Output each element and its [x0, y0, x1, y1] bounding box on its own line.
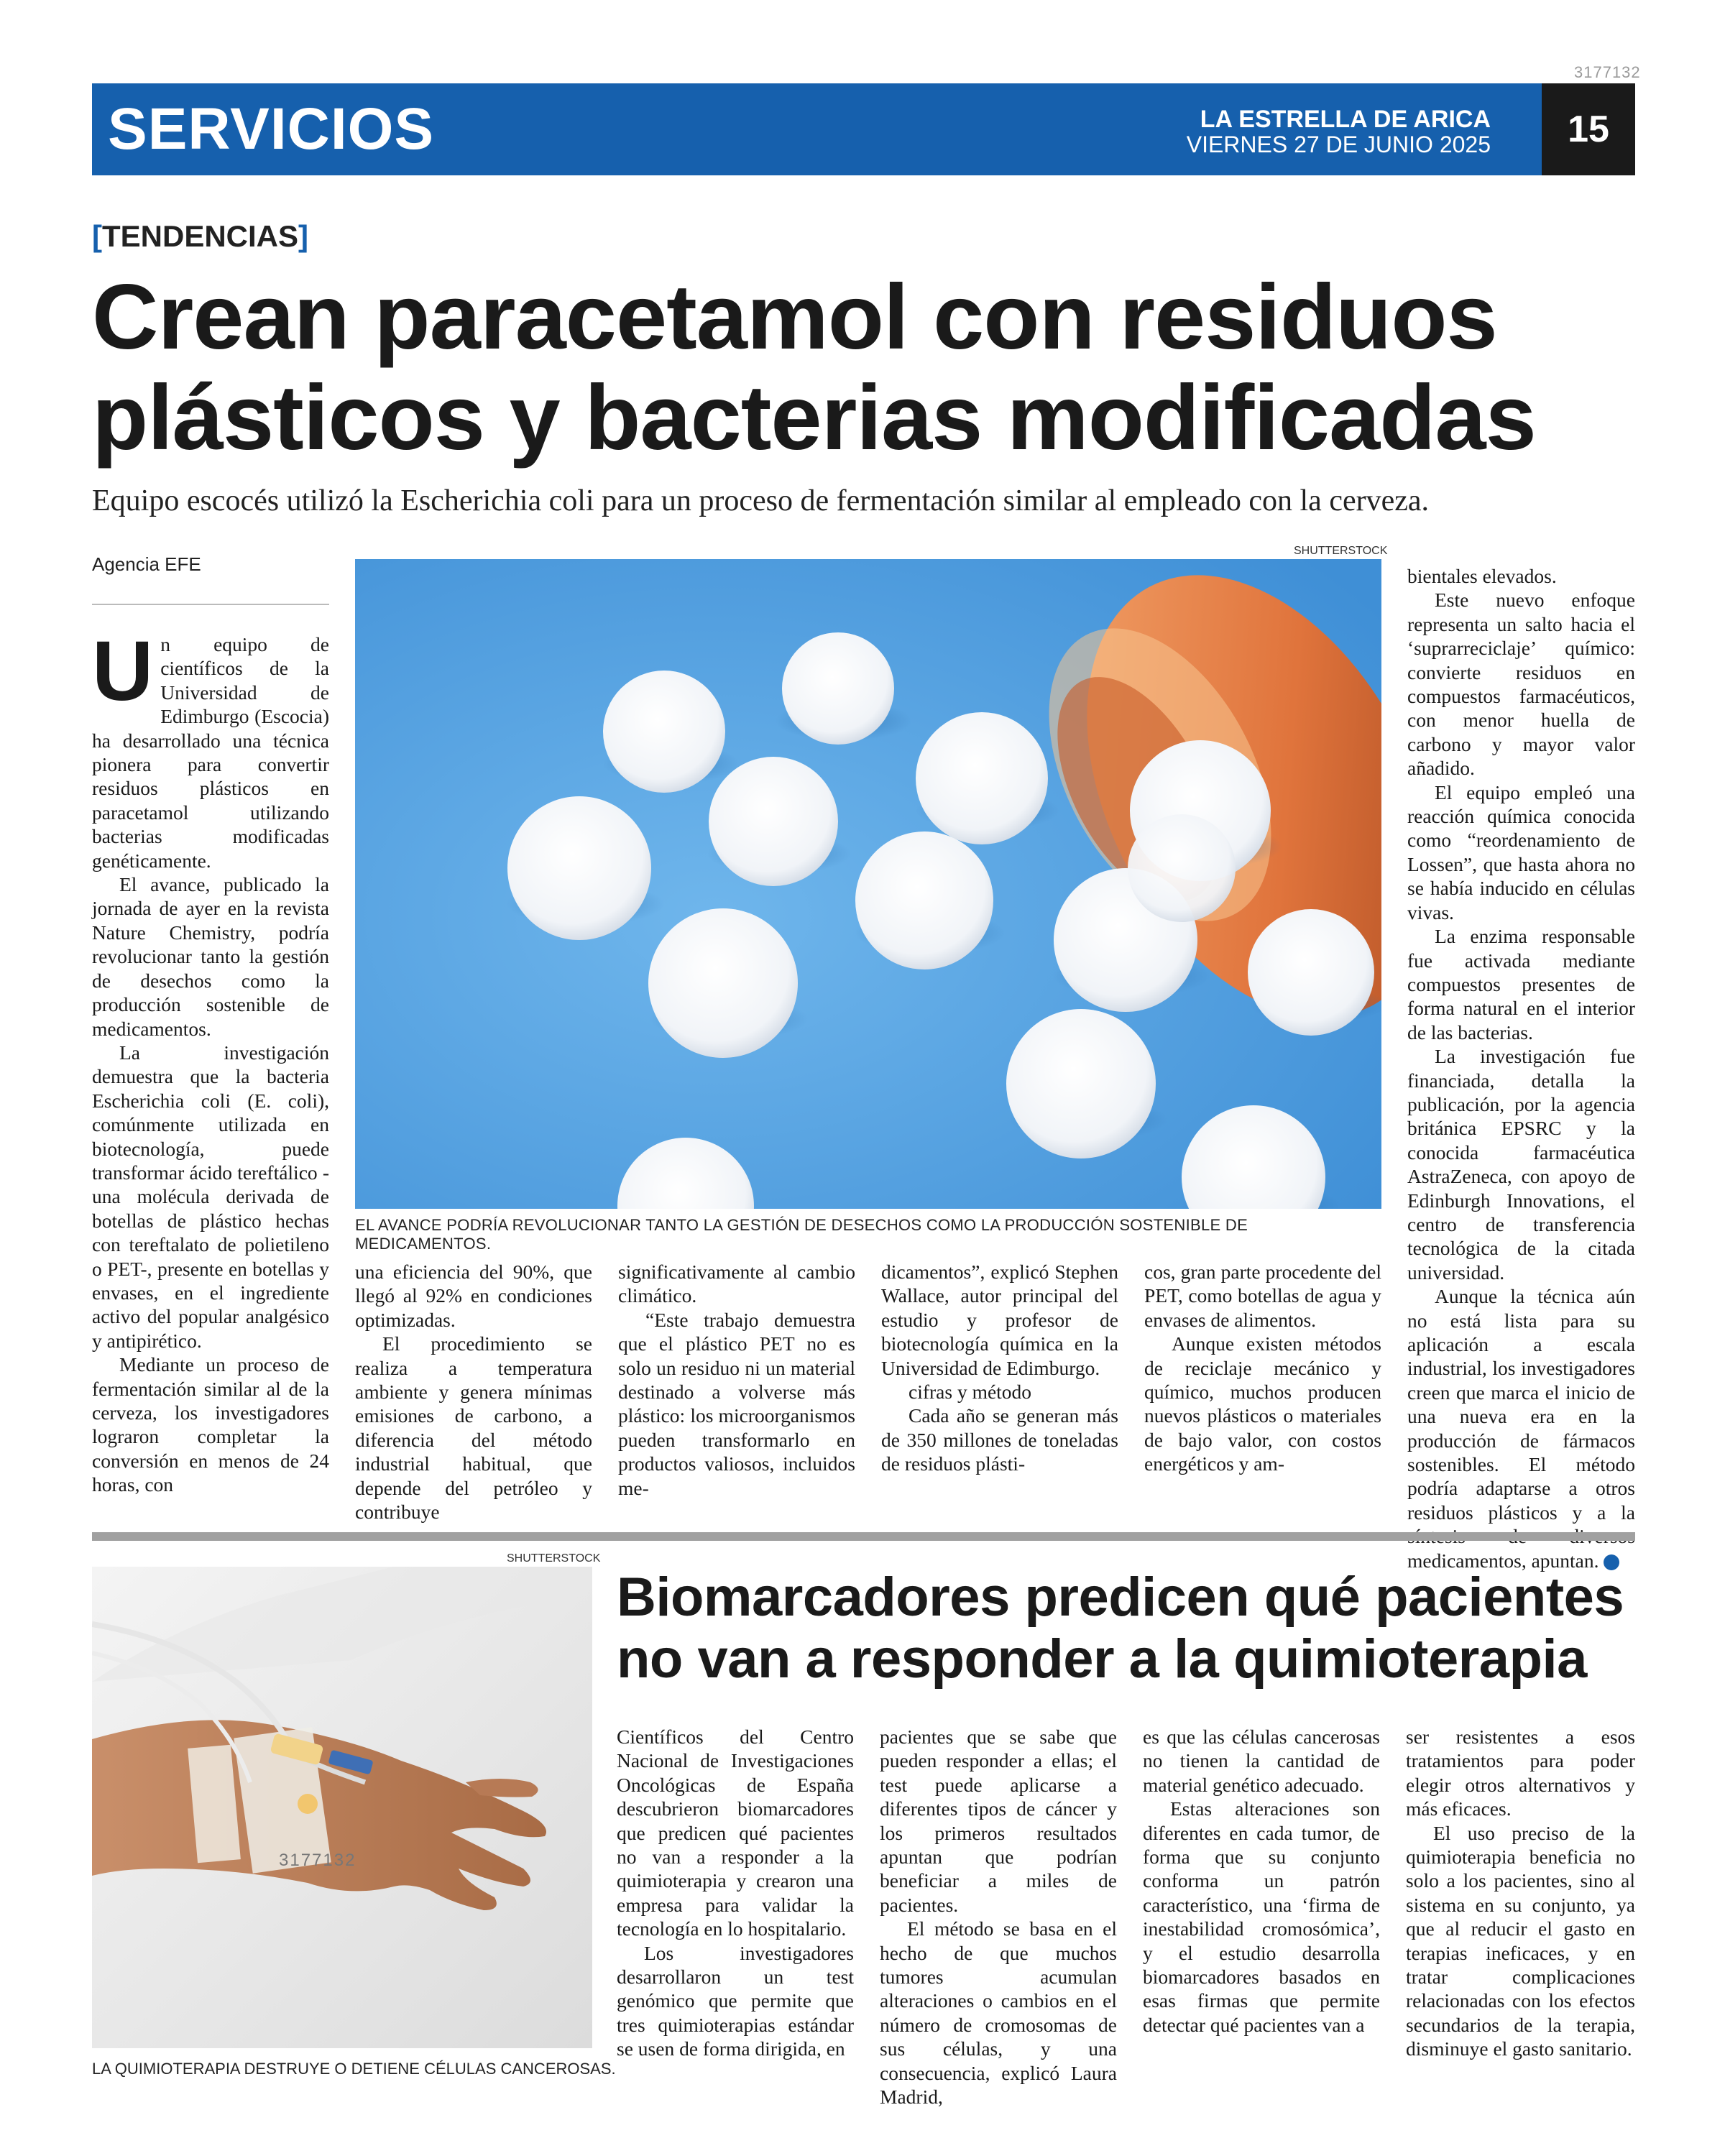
- end-mark-icon: ✪: [1604, 1554, 1619, 1570]
- subheadline: Equipo escocés utilizó la Escherichia coli para un proceso de fermentación similar al empleado con la cerveza.: [92, 484, 1430, 517]
- article2-column-1: [617, 1725, 854, 2061]
- paragraph: Científicos del Centro Nacional de Investigaciones Oncológicas de España descubrieron biomarcadores que predicen qué pacientes no van a responder a la quimioterapia y crearon una empresa para validar la tecnología en lo hospitalario.: [617, 1726, 854, 1940]
- paragraph: La investigación fue financiada, detalla la publicación, por la agencia británica EPSRC y la conocida farmacéutica AstraZeneca, con apoyo de Edinburgh Innovations, el centro de transferencia tecnológica de la citada universidad.: [1407, 1045, 1635, 1284]
- paragraph: El avance, publicado la jornada de ayer en la revista Nature Chemistry, podría revolucionar tanto la gestión de desechos como la producción sostenible de medicamentos.: [92, 873, 329, 1040]
- photo-caption: EL AVANCE PODRÍA REVOLUCIONAR TANTO LA GESTIÓN DE DESECHOS COMO LA PRODUCCIÓN SOSTENIBLE DE MEDICAMENTOS.: [355, 1216, 1248, 1253]
- photo-credit: SHUTTERSTOCK: [1294, 545, 1388, 557]
- paragraph: Cada año se generan más de 350 millones de toneladas de residuos plásti-: [881, 1404, 1118, 1475]
- photo-watermark: 3177132: [279, 1851, 356, 1870]
- headline: Crean paracetamol con residuos plásticos y bacterias modificadas: [92, 266, 1536, 469]
- iv-hand-illustration: [92, 1567, 592, 2048]
- page-number: 15: [1568, 109, 1609, 150]
- kicker-text: TENDENCIAS: [102, 219, 299, 253]
- paragraph: dicamentos”, explicó Stephen Wallace, autor principal del estudio y profesor de biotecnología química en la Universidad de Edimburgo.: [881, 1261, 1118, 1379]
- clip-id: 3177132: [1574, 63, 1641, 81]
- paragraph: El procedimiento se realiza a temperatura ambiente y genera mínimas emisiones de carbono, a diferencia del método industrial habitual, que depende del petróleo y contribuye: [355, 1332, 592, 1524]
- article1-column-6: [1407, 564, 1641, 1572]
- drop-cap: U: [92, 624, 154, 719]
- paragraph: n equipo de científicos de la Universidad de Edimburgo (Escocia) ha desarrollado una técnica pionera para convertir residuos plásticos en paracetamol utilizando bacterias modificadas genéticamente.: [92, 633, 329, 872]
- article1-column-2: [355, 1260, 592, 1524]
- paragraph: El equipo empleó una reacción química conocida como “reordenamiento de Lossen”, que hasta ahora no se había inducido en células vivas.: [1407, 780, 1635, 923]
- paragraph: pacientes que se sabe que pueden responder a ellas; el test puede aplicarse a diferentes tipos de cáncer y los primeros resultados apuntan que podrían beneficiar a miles de pacientes.: [880, 1726, 1117, 1916]
- paragraph: Los investigadores desarrollaron un test genómico que permite que tres quimioterapias estándar se usen de forma dirigida, en: [617, 1941, 854, 2060]
- article-separator: [92, 1532, 1635, 1541]
- paragraph: “Este trabajo demuestra que el plástico PET no es solo un residuo ni un material destinado a volverse más plástico: los microorganismos pueden transformarlo en productos valiosos, incluidos me-: [618, 1308, 855, 1499]
- iv-hand-photo: [92, 1567, 592, 2048]
- article1-column-4: [881, 1260, 1118, 1476]
- paragraph: El uso preciso de la quimioterapia beneficia no solo a los pacientes, sino al sistema en su conjunto, ya que al reducir el gasto en terapias ineficaces, y en tratar complicaciones relacionadas con los efectos secundarios de la terapia, disminuye el gasto sanitario.: [1406, 1821, 1635, 2060]
- article1-column-1: [92, 624, 329, 1497]
- byline: Agencia EFE: [92, 553, 201, 575]
- paragraph: El método se basa en el hecho de que muchos tumores acumulan alteraciones o cambios en el número de cromosomas de sus células, y una consecuencia, explicó Laura Madrid,: [880, 1917, 1117, 2109]
- paragraph: ser resistentes a esos tratamientos para poder elegir otros alternativos y más eficaces.: [1406, 1726, 1635, 1820]
- article1-column-3: [618, 1260, 855, 1500]
- photo-caption: LA QUIMIOTERAPIA DESTRUYE O DETIENE CÉLULAS CANCEROSAS.: [92, 2060, 616, 2078]
- paragraph: Mediante un proceso de fermentación similar al de la cerveza, los investigadores lograron completar la conversión en menos de 24 horas, con: [92, 1353, 329, 1496]
- subsection-label: cifras y método: [908, 1381, 1032, 1404]
- article2-column-3: [1143, 1725, 1380, 2037]
- pills-photo: [355, 559, 1381, 1209]
- paragraph: Estas alteraciones son diferentes en cada tumor, de forma que su conjunto conforma un patrón característico, una ‘firma de inestabilidad cromosómica’, y el estudio desarrolla biomarcadores basados en esas firmas que permite detectar qué pacientes van a: [1143, 1797, 1380, 2036]
- article2-column-4: [1406, 1725, 1635, 2061]
- paragraph: cos, gran parte procedente del PET, como botellas de agua y envases de alimentos.: [1144, 1261, 1381, 1331]
- headline: Biomarcadores predicen qué pacientes no van a responder a la quimioterapia: [617, 1567, 1624, 1690]
- newspaper-name: LA ESTRELLA DE ARICA: [1200, 106, 1491, 133]
- article2-column-2: [880, 1725, 1117, 2109]
- photo-credit: SHUTTERSTOCK: [507, 1552, 601, 1565]
- paragraph: una eficiencia del 90%, que llegó al 92% en condiciones optimizadas.: [355, 1261, 592, 1331]
- kicker: [TENDENCIAS]: [92, 219, 309, 253]
- byline-rule: [92, 604, 329, 605]
- issue-date: VIERNES 27 DE JUNIO 2025: [1186, 132, 1491, 157]
- paragraph: bientales elevados.: [1407, 565, 1557, 587]
- paragraph: es que las células cancerosas no tienen la cantidad de material genético adecuado.: [1143, 1726, 1380, 1796]
- paragraph: La enzima responsable fue activada mediante compuestos presentes de forma natural en el interior de las bacterias.: [1407, 925, 1635, 1044]
- paragraph: significativamente al cambio climático.: [618, 1261, 855, 1307]
- pills-illustration: [355, 559, 1381, 1209]
- paragraph: Este nuevo enfoque representa un salto hacia el ‘suprarreciclaje’ químico: convierte residuos en compuestos farmacéuticos, con menor huella de carbono y mayor valor añadido.: [1407, 589, 1635, 780]
- section-title: SERVICIOS: [108, 96, 435, 162]
- article1-column-5: [1144, 1260, 1381, 1476]
- paragraph: Aunque existen métodos de reciclaje mecánico y químico, muchos producen nuevos plásticos o materiales de bajo valor, con costos energéticos y am-: [1144, 1332, 1381, 1475]
- paragraph: La investigación demuestra que la bacteria Escherichia coli (E. coli), comúnmente utilizada en biotecnología, puede transformar ácido tereftálico -una molécula derivada de botellas de plástico hechas con tereftalato de polietileno o PET-, presente en botellas y envases, en el ingrediente activo del popular analgésico y antipirético.: [92, 1041, 329, 1352]
- paragraph: Aunque la técnica aún no está lista para su aplicación a escala industrial, los investigadores creen que marca el inicio de una nueva era en la producción de fármacos sostenibles. El método podría adaptarse a otros residuos plásticos y a la medicamentos, apuntan.: [1407, 1285, 1635, 1572]
